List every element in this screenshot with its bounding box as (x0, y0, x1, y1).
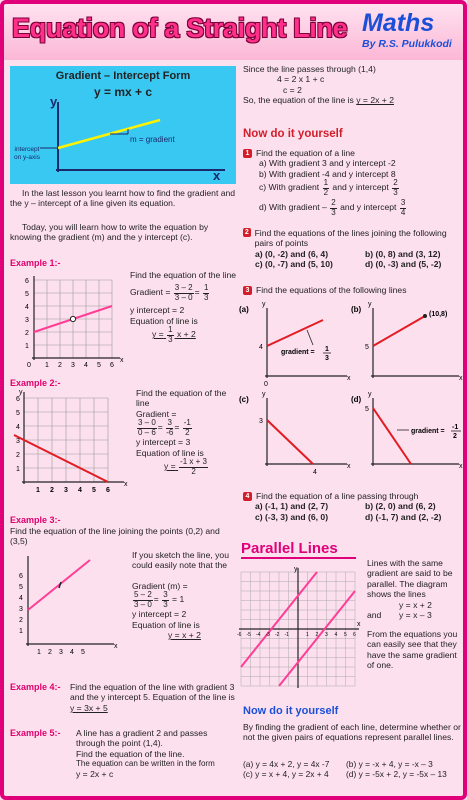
exercise1-heading: Now do it yourself (243, 128, 343, 140)
q3a-pointer (307, 330, 313, 345)
q3c-yval: 3 (259, 418, 263, 425)
example3-line (28, 560, 90, 610)
example1-label: Example 1:- (10, 258, 61, 268)
example1-xtick: 1 (45, 362, 49, 369)
parallel-heading: Parallel Lines (241, 540, 338, 557)
example1-graph (10, 270, 128, 375)
example3-intercept: y intercept = 2 (132, 609, 187, 620)
example2-xtick: 2 (50, 487, 54, 494)
parallel-xtick: -1 (284, 632, 289, 638)
intercept-label: intercept on y-axis (13, 146, 40, 161)
q2-item: b) (0, 8) and (3, 12) (365, 248, 441, 259)
q2-item: c) (0, -7) and (5, 10) (255, 259, 333, 270)
parallel-eq1: y = x + 2 (399, 599, 432, 610)
example3-task: Find the equation of the line joining the points (0,2) and (3,5) (10, 526, 220, 547)
example2-grid (24, 398, 108, 482)
exercise2-item: (b) y = -x + 4, y = -x – 3 (346, 759, 433, 769)
q3a-gradient: gradient = (281, 349, 315, 356)
parallel-xtick: -3 (265, 632, 270, 638)
q3-number: 3 (243, 286, 252, 295)
example2-ytick: 1 (16, 466, 20, 473)
exercise1-q3: 3 Find the equations of the following lines (243, 285, 407, 295)
example1-axis-x: x (120, 357, 124, 364)
example5-text2: Find the equation of the line. (76, 748, 185, 759)
q3d-axis-y: y (368, 391, 372, 398)
parallel-and: and (367, 610, 382, 621)
parallel-xtick: -2 (275, 632, 280, 638)
example2-xtick: 1 (36, 487, 40, 494)
parallel-axis-y: y (294, 566, 298, 573)
q3a-line (267, 320, 323, 346)
q1-b: b) With gradient -4 and y intercept 8 (259, 168, 396, 179)
q4-number: 4 (243, 492, 252, 501)
example5-body (76, 728, 238, 780)
example1-ytick: 6 (25, 278, 29, 285)
example2-ytick: 4 (16, 424, 20, 431)
example3-xtick: 5 (81, 649, 85, 656)
exercise2-item: (c) y = x + 4, y = 2x + 4 (243, 769, 329, 780)
exercise2-item: (d) y = -5x + 2, y = -5x – 13 (346, 769, 447, 780)
q3b-line (373, 316, 425, 346)
parallel-graph (237, 564, 362, 694)
example1-point (70, 316, 75, 321)
parallel-eq2: y = x – 3 (399, 610, 432, 621)
q2-item: d) (0, -3) and (5, -2) (365, 259, 442, 270)
example2-graph (10, 388, 132, 498)
exercise2-heading: Now do it yourself (243, 705, 339, 717)
example1-xtick: 5 (97, 362, 101, 369)
example5-cont4: So, the equation of the line is y = 2x + 2 (243, 95, 394, 106)
example4-result: y = 3x + 5 (70, 702, 108, 713)
example1-origin: 0 (27, 362, 31, 369)
q1-number: 1 (243, 149, 252, 158)
form-card (10, 66, 236, 184)
example3-xtick: 2 (48, 649, 52, 656)
example1-gradient: Gradient = $\frac{3 - 2}{3 - 0}$ = $\frac{1}{3}$ (130, 283, 209, 302)
parallel-xtick: 2 (315, 632, 319, 638)
example1-ytick: 4 (25, 304, 29, 311)
example5-result: y = 2x + 2 (356, 95, 394, 106)
q3b-axis-y: y (368, 301, 372, 308)
example3-gradient-prefix: Gradient (m) = (132, 580, 188, 591)
example2-xtick: 3 (64, 487, 68, 494)
example5-cont1: Since the line passes through (1,4) (243, 64, 376, 74)
example5-form: y = 2x + c (76, 769, 114, 780)
q3a-gden: 3 (325, 355, 329, 362)
form-axis-x: x (213, 168, 221, 183)
q4-item: c) (-3, 3) and (6, 0) (255, 511, 329, 522)
example3-axis-x: x (114, 643, 118, 650)
example5-text3: The equation can be written in the form (76, 759, 215, 769)
example2-xtick: 4 (78, 487, 82, 494)
q3c-line (267, 420, 313, 464)
parallel-xtick: 1 (306, 632, 309, 638)
example1-xtick: 3 (71, 362, 75, 369)
form-card-title: Gradient – Intercept Form (55, 70, 191, 82)
example2-xtick: 5 (92, 487, 96, 494)
example2-axis-y: y (19, 389, 23, 396)
q3b-label: (10,8) (429, 311, 448, 318)
example5-label: Example 5:- (10, 728, 61, 738)
example1-result: y = $\frac{1}{3}$ x + 2 (152, 325, 196, 344)
example1-xtick: 2 (58, 362, 62, 369)
example2-result: y = $\frac{-1 x + 3}{2}$ (164, 457, 207, 476)
parallel-xtick: -5 (246, 632, 251, 638)
q3d-line (373, 408, 411, 464)
q3d-gradient: gradient = (411, 428, 445, 435)
example2-result-label: Equation of line is (136, 447, 204, 458)
example3-xtick: 1 (37, 649, 41, 656)
q4-item: b) (2, 0) and (6, 2) (365, 501, 436, 512)
q1-c: c) With gradient $\frac{1}{2}$ and y intercept $\frac{2}{3}$ (259, 178, 398, 197)
form-card-diagram (10, 66, 236, 184)
example2-ytick: 5 (16, 410, 20, 417)
intro-paragraph-1: In the last lesson you learnt how to find the gradient and the y – intercept of a line given its equation. (10, 188, 236, 209)
q3a-tag: (a) (239, 305, 249, 314)
q3a-origin: 0 (264, 381, 268, 388)
parallel-text (367, 558, 462, 671)
form-card-equation: y = mx + c (93, 85, 153, 99)
q3b-tag: (b) (351, 305, 362, 314)
q3d-tag: (d) (351, 395, 362, 404)
example2-axis-x: x (124, 481, 128, 488)
example3-ytick: 4 (19, 595, 23, 602)
q2-item: a) (0, -2) and (6, 4) (255, 248, 329, 259)
example2-xtick: 6 (106, 487, 110, 494)
q4-items (255, 501, 463, 522)
example3-ytick: 5 (19, 584, 23, 591)
example1-task: Find the equation of the line (130, 270, 237, 280)
example2-task: Find the equation of the line (136, 388, 227, 409)
exercise2-item: (a) y = 4x + 2, y = 4x -7 (243, 759, 330, 769)
example1-intercept: y intercept = 2 (130, 305, 185, 316)
parallel-xtick: -4 (256, 632, 261, 638)
example2-ytick: 2 (16, 452, 20, 459)
example5-cont2: 4 = 2 x 1 + c (277, 74, 325, 85)
example1-xtick: 6 (110, 362, 114, 369)
q3c-tag: (c) (239, 395, 249, 404)
q1-d: d) With gradient – $\frac{2}{3}$ and y intercept $\frac{3}{4}$ (259, 198, 406, 217)
exercise2-text: By finding the gradient of each line, determine whether or not the given pairs of equations represent parallel lines. (243, 722, 461, 743)
q3b-yval: 5 (365, 344, 369, 351)
example1-ytick: 3 (25, 317, 29, 324)
example4-body: Find the equation of the line with gradient 3 and the y intercept 5. Equation of the line is y = 3x + 5 (70, 682, 235, 713)
q3d-yval: 5 (365, 406, 369, 413)
q4-item: d) (-1, 7) and (2, -2) (365, 511, 442, 522)
example3-mark (59, 582, 61, 588)
example5-continued (243, 64, 461, 106)
example3-result: y = x + 2 (168, 630, 201, 641)
example2-gradient-prefix: Gradient = (136, 408, 177, 419)
example4-label: Example 4:- (10, 682, 61, 692)
parallel-xtick: 6 (353, 632, 356, 638)
example3-xtick: 3 (59, 649, 63, 656)
exercise2-items (243, 759, 465, 780)
q3b-point (423, 314, 427, 318)
gradient-label: m = gradient (130, 135, 175, 144)
parallel-xtick: 4 (334, 632, 338, 638)
example1-solution (130, 270, 238, 344)
q2-number: 2 (244, 229, 249, 236)
q3c-axis-x: x (347, 463, 351, 470)
parallel-xtick: 3 (325, 632, 328, 638)
q3a-gnum: 1 (325, 346, 329, 353)
example1-result-label: Equation of line is (130, 315, 198, 326)
q3a-axis-y: y (262, 301, 266, 308)
q3-graphs (237, 298, 465, 482)
example2-label: Example 2:- (10, 378, 61, 388)
example3-ytick: 6 (19, 573, 23, 580)
form-axis-y: y (50, 94, 58, 109)
author-label: By R.S. Pulukkodi (362, 38, 452, 50)
example3-xtick: 4 (70, 649, 74, 656)
q3a-yval: 4 (259, 344, 263, 351)
parallel-description: Lines with the same gradient are said to be parallel. The diagram shows the lines (367, 558, 453, 600)
parallel-description-2: From the equations you can easily see that they have the same gradient of one. (367, 628, 458, 671)
example3-label: Example 3:- (10, 515, 61, 525)
example3-ytick: 3 (19, 606, 23, 613)
example2-ytick: 6 (16, 396, 20, 403)
example3-gradient: $\frac{5 - 2}{3 - 0}$ = $\frac{3}{3}$ = 1 (134, 590, 185, 609)
example1-xtick: 4 (84, 362, 88, 369)
example3-solution (132, 550, 237, 641)
q4-item: a) (-1, 1) and (2, 7) (255, 501, 329, 512)
q3d-gnum: -1 (452, 424, 459, 431)
intro-paragraph-2: Today, you will learn how to write the equation by knowing the gradient (m) and the y intercept (c). (10, 222, 209, 243)
parallel-xtick: -6 (237, 632, 242, 638)
example1-ytick: 5 (25, 291, 29, 298)
example1-ytick: 2 (25, 330, 29, 337)
example3-result-label: Equation of line is (132, 619, 200, 630)
parallel-xtick: 5 (344, 632, 347, 638)
example1-ytick: 1 (25, 343, 29, 350)
example2-intercept: y intercept = 3 (136, 437, 191, 448)
q1-a: a) With gradient 3 and y intercept -2 (259, 158, 396, 169)
example2-ytick: 3 (16, 438, 20, 445)
example5-cont3: c = 2 (283, 84, 302, 95)
q3b-axis-x: x (459, 375, 463, 382)
example3-ytick: 2 (19, 617, 23, 624)
example3-ytick: 1 (19, 628, 23, 635)
q3d-gden: 2 (453, 433, 457, 440)
example3-graph (10, 550, 126, 660)
example5-text1: A line has a gradient 2 and passes through the point (1,4). (76, 728, 208, 749)
q3a-axis-x: x (347, 375, 351, 382)
page-title: Equation of a Straight Line (12, 13, 348, 43)
parallel-eq2-row (367, 610, 462, 620)
exercise1-q2: 2 Find the equations of the lines joining the following pairs of points a) (0, -2) and (6, 4) b) (0, 8) and (3, 12) c) (0, -7) and (5, 10) d) (0, -3) and (5, -2) (243, 228, 463, 270)
q3c-axis-y: y (262, 391, 266, 398)
parallel-underline (241, 557, 356, 559)
exercise1-q4: 4 Find the equation of a line passing through a) (-1, 1) and (2, 7) b) (2, 0) and (6, 2) c) (-3, 3) and (6, 0) d) (-1, 7) and (2, -2) (243, 491, 463, 522)
q3c-xval: 4 (313, 469, 317, 476)
example2-solution (136, 388, 236, 476)
example2-gradient: $\frac{3 - 0}{0 - 6}$ = $\frac{3}{-6}$ = $\frac{-1}{2}$ (138, 418, 191, 437)
q3d-axis-x: x (459, 463, 463, 470)
exercise1-q1: 1 Find the equation of a line a) With gradient 3 and y intercept -2 b) With gradient -4 and y intercept 8 c) With gradient $\frac{1}{2}$ and y intercept $\frac{2}{3}$ d) With gradient – $\frac{2}{3}$ and y intercept $\frac{3}{4}$ (243, 148, 463, 217)
parallel-axis-x: x (357, 621, 361, 628)
q2-items (255, 249, 463, 270)
brand-title: Maths (362, 9, 435, 37)
example3-note: If you sketch the line, you could easily note that the (132, 550, 229, 571)
